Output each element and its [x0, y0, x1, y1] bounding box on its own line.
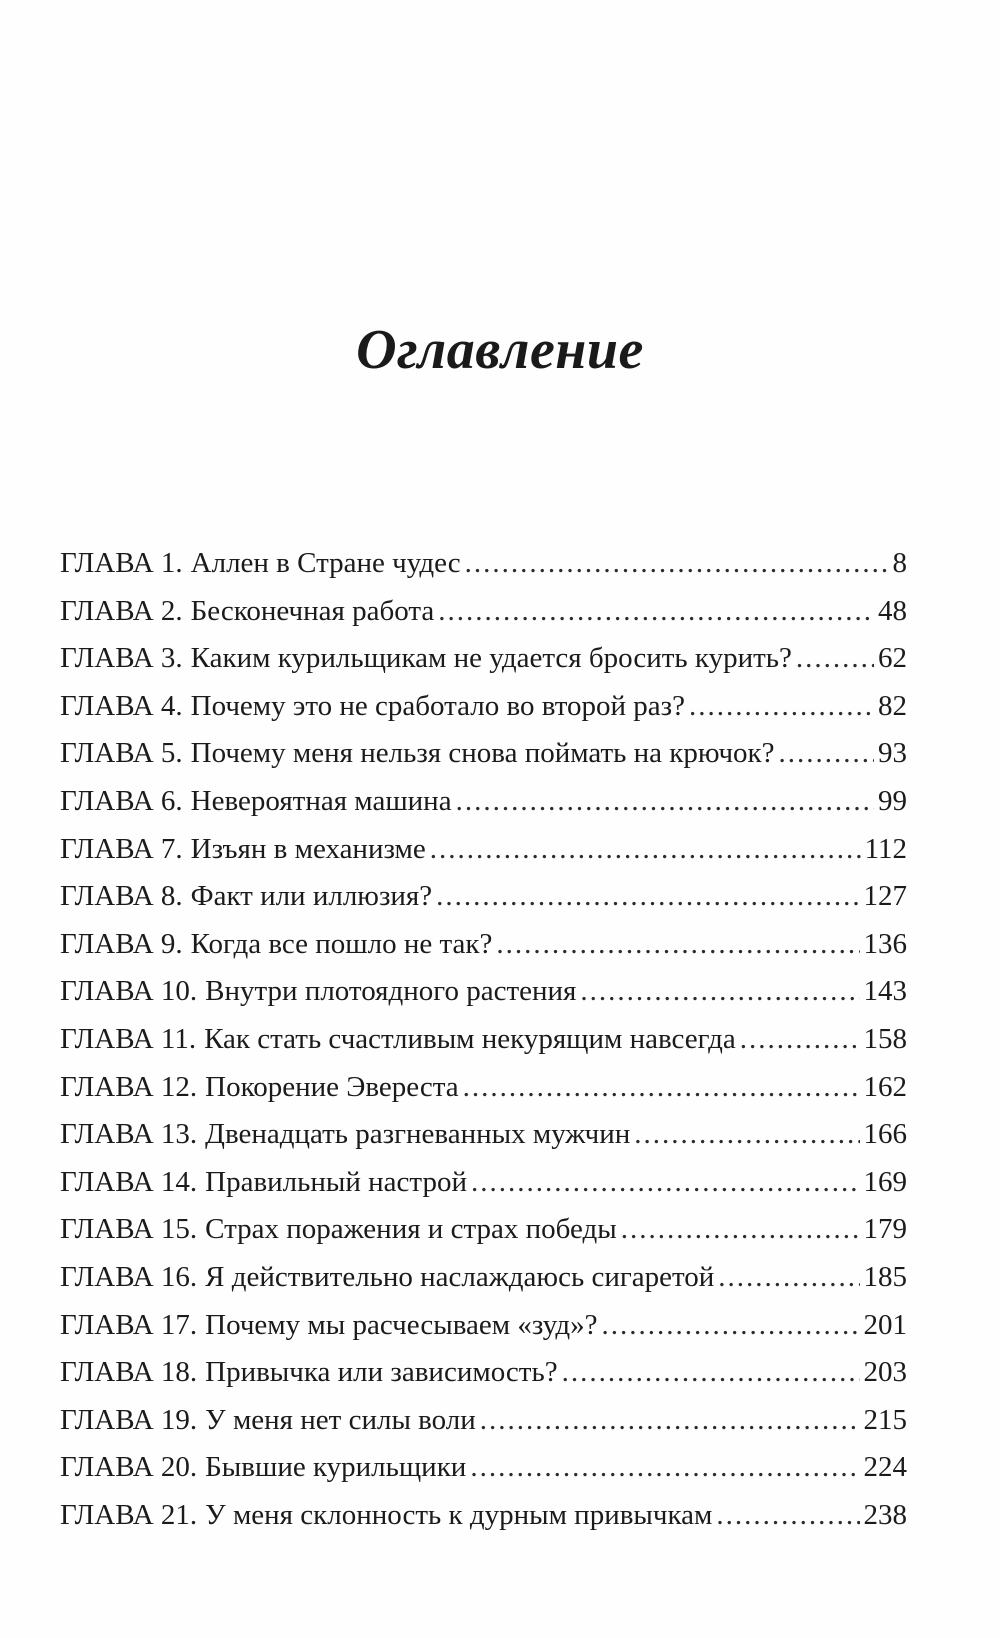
chapter-label: ГЛАВА 20. [60, 1451, 198, 1484]
toc-entry [60, 588, 907, 636]
toc-entry [60, 1254, 907, 1302]
chapter-title: Почему мы расчесываем «зуд»? [205, 1308, 598, 1341]
page-number: 201 [863, 1308, 907, 1341]
page-number: 166 [863, 1118, 907, 1151]
page-number: 48 [878, 594, 907, 627]
chapter-title: Невероятная машина [190, 784, 452, 817]
chapter-title: Изъян в механизме [190, 832, 426, 865]
toc-entry [60, 1206, 907, 1254]
chapter-label: ГЛАВА 9. [60, 927, 183, 960]
dot-leader [463, 1064, 860, 1112]
dot-leader [740, 1016, 860, 1064]
toc-entry [60, 873, 907, 921]
table-of-contents [60, 540, 907, 1539]
toc-entry [60, 1111, 907, 1159]
toc-entry [60, 683, 907, 731]
page-number: 162 [863, 1070, 907, 1103]
dot-leader [436, 873, 859, 921]
toc-entry [60, 1016, 907, 1064]
page-number: 143 [863, 975, 907, 1008]
toc-entry [60, 730, 907, 778]
dot-leader [718, 1254, 859, 1302]
page-number: 185 [863, 1260, 907, 1293]
chapter-title: Как стать счастливым некурящим навсегда [204, 1022, 736, 1055]
dot-leader [779, 730, 875, 778]
dot-leader [465, 540, 889, 588]
toc-entry [60, 1159, 907, 1207]
page-number: 224 [863, 1451, 907, 1484]
chapter-label: ГЛАВА 3. [60, 642, 183, 675]
dot-leader [438, 588, 874, 636]
toc-entry [60, 778, 907, 826]
page-title: Оглавление [356, 318, 644, 381]
dot-leader [471, 1159, 860, 1207]
dot-leader [456, 778, 874, 826]
toc-entry [60, 1064, 907, 1112]
chapter-label: ГЛАВА 19. [60, 1403, 198, 1436]
dot-leader [602, 1302, 860, 1350]
chapter-title: Бывшие курильщики [205, 1451, 467, 1484]
page-number: 215 [863, 1403, 907, 1436]
dot-leader [470, 1444, 859, 1492]
page-number: 179 [863, 1213, 907, 1246]
chapter-title: Привычка или зависимость? [205, 1356, 558, 1389]
toc-entry [60, 540, 907, 588]
chapter-label: ГЛАВА 1. [60, 547, 183, 579]
toc-entry [60, 826, 907, 874]
toc-entry [60, 635, 907, 683]
chapter-label: ГЛАВА 16. [60, 1260, 198, 1293]
chapter-label: ГЛАВА 6. [60, 784, 183, 817]
chapter-label: ГЛАВА 5. [60, 737, 183, 770]
chapter-label: ГЛАВА 21. [60, 1498, 198, 1531]
chapter-label: ГЛАВА 13. [60, 1118, 198, 1151]
chapter-label: ГЛАВА 18. [60, 1356, 198, 1389]
chapter-label: ГЛАВА 8. [60, 880, 183, 913]
page-number: 238 [863, 1498, 907, 1531]
chapter-label: ГЛАВА 11. [60, 1022, 197, 1055]
dot-leader [621, 1206, 860, 1254]
toc-entry [60, 1397, 907, 1445]
page-number: 112 [864, 832, 907, 865]
dot-leader [580, 968, 859, 1016]
chapter-title: Факт или иллюзия? [190, 880, 433, 913]
dot-leader [634, 1111, 859, 1159]
page-number: 8 [892, 547, 907, 579]
page-number: 169 [863, 1165, 907, 1198]
chapter-label: ГЛАВА 14. [60, 1165, 198, 1198]
chapter-title: Покорение Эвереста [205, 1070, 459, 1103]
page-number: 93 [878, 737, 907, 770]
chapter-title: Внутри плотоядного растения [205, 975, 577, 1008]
chapter-title: Правильный настрой [205, 1165, 467, 1198]
chapter-title: У меня нет силы воли [205, 1403, 476, 1436]
chapter-title: Почему это не сработало во второй раз? [190, 689, 686, 722]
page-number: 62 [878, 642, 907, 675]
chapter-title: Каким курильщикам не удается бросить курить? [190, 642, 792, 675]
chapter-title: Страх поражения и страх победы [205, 1213, 617, 1246]
chapter-title: Бесконечная работа [190, 594, 435, 627]
page-number: 99 [878, 784, 907, 817]
page-number: 136 [863, 927, 907, 960]
chapter-title: Когда все пошло не так? [190, 927, 493, 960]
dot-leader [430, 826, 861, 874]
chapter-title: Почему меня нельзя снова поймать на крючок? [190, 737, 775, 770]
chapter-label: ГЛАВА 10. [60, 975, 198, 1008]
dot-leader [480, 1397, 860, 1445]
toc-entry [60, 1492, 907, 1540]
chapter-label: ГЛАВА 2. [60, 594, 183, 627]
chapter-label: ГЛАВА 15. [60, 1213, 198, 1246]
page-number: 127 [863, 880, 907, 913]
toc-entry [60, 921, 907, 969]
dot-leader [562, 1349, 860, 1397]
chapter-label: ГЛАВА 12. [60, 1070, 198, 1103]
dot-leader [689, 683, 874, 731]
page-number: 203 [863, 1356, 907, 1389]
dot-leader [796, 635, 874, 683]
chapter-title: У меня склонность к дурным привычкам [205, 1498, 713, 1531]
chapter-label: ГЛАВА 7. [60, 832, 183, 865]
toc-entry [60, 968, 907, 1016]
chapter-title: Аллен в Стране чудес [190, 547, 461, 579]
chapter-label: ГЛАВА 17. [60, 1308, 198, 1341]
dot-leader [496, 921, 859, 969]
toc-entry [60, 1444, 907, 1492]
page-number: 82 [878, 689, 907, 722]
chapter-title: Двенадцать разгневанных мужчин [205, 1118, 631, 1151]
toc-entry [60, 1302, 907, 1350]
chapter-title: Я действительно наслаждаюсь сигаретой [205, 1260, 715, 1293]
toc-entry [60, 1349, 907, 1397]
chapter-label: ГЛАВА 4. [60, 689, 183, 722]
page-number: 158 [863, 1022, 907, 1055]
dot-leader [716, 1492, 859, 1540]
